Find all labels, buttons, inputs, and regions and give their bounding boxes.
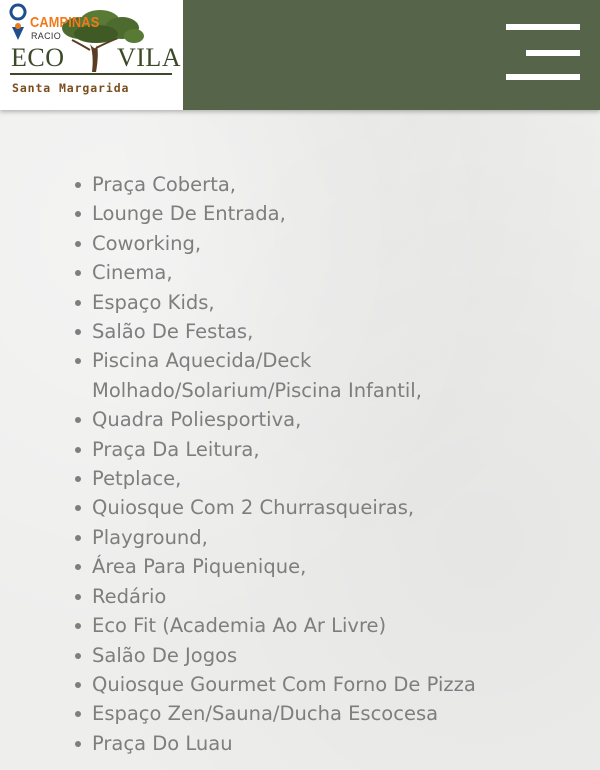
hamburger-menu-icon[interactable] (504, 22, 582, 82)
list-item: Área Para Piquenique, (75, 552, 545, 581)
list-item: Cinema, (75, 258, 545, 287)
list-item: Redário (75, 582, 545, 611)
site-header (0, 0, 600, 110)
list-item: Espaço Kids, (75, 288, 545, 317)
list-item: Playground, (75, 523, 545, 552)
brand-santa-text: Santa Margarida (12, 81, 130, 95)
site-logo-link[interactable] (0, 0, 183, 110)
menu-bar-bottom (506, 74, 580, 80)
list-item: Eco Fit (Academia Ao Ar Livre) (75, 611, 545, 640)
list-item: Praça Do Luau (75, 729, 545, 758)
list-item: Coworking, (75, 229, 545, 258)
menu-bar-top (506, 24, 580, 30)
list-item: Piscina Aquecida/Deck Molhado/Solarium/Piscina Infantil, (75, 346, 545, 405)
brand-vila-text: VILA (117, 43, 182, 72)
list-item: Petplace, (75, 464, 545, 493)
list-item: Quadra Poliesportiva, (75, 405, 545, 434)
list-item: Quiosque Gourmet Com Forno De Pizza (75, 670, 545, 699)
brand-campinas-text: CAMPINAS (30, 14, 100, 31)
brand-eco-text: ECO (11, 43, 65, 72)
list-item: Praça Coberta, (75, 170, 545, 199)
list-item: Espaço Zen/Sauna/Ducha Escocesa (75, 699, 545, 728)
list-item: Quiosque Com 2 Churrasqueiras, (75, 493, 545, 522)
menu-bar-middle (526, 50, 580, 56)
list-item: Salão De Jogos (75, 641, 545, 670)
brand-sub-text: RACIO (31, 31, 62, 41)
list-item: Praça Da Leitura, (75, 435, 545, 464)
list-item: Lounge De Entrada, (75, 199, 545, 228)
amenities-list (75, 170, 545, 758)
list-item: Salão De Festas, (75, 317, 545, 346)
